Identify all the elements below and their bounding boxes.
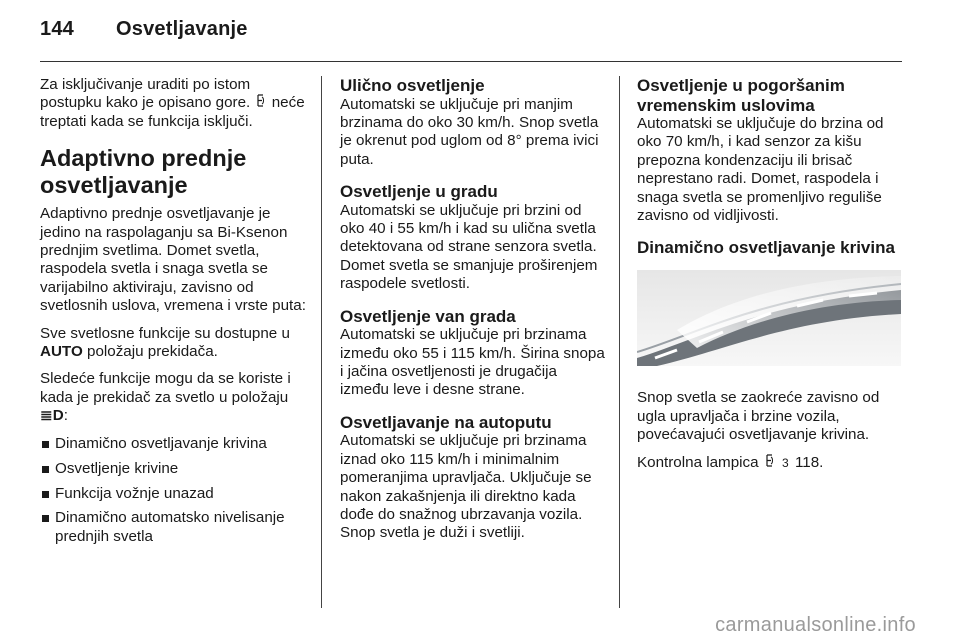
page-header <box>40 18 248 41</box>
low-beam-symbol: ≣D <box>40 407 64 425</box>
adaptive-paragraph-1: Adaptivno prednje osvetljavanje je jedino na raspolaganju sa Bi-Ksenon prednjim svetlima. Domet svetla, raspodela svetla i snaga svetla se varijabilno aktiviraju, zavisno od svetlosnih uslova, vremena i vrste puta: <box>40 205 306 315</box>
page-reference-arrow-icon: 3 <box>782 455 789 470</box>
list-item: Osvetljenje krivine <box>40 460 308 478</box>
section-title-country: Osvetljenje van grada <box>340 306 516 326</box>
curve-road-illustration <box>637 270 901 366</box>
indicator-text: Kontrolna lampica <box>637 453 759 471</box>
section-title-adaptive: Adaptivno prednje osvetljavanje <box>40 145 247 199</box>
intro-text: Za isključivanje uraditi po istom postupku kako je opisano gore. <box>40 76 251 112</box>
list-item: Funkcija vožnje unazad <box>40 485 308 503</box>
intro-text-cont: neće treptati kada se funkcija isključi. <box>40 94 305 130</box>
section-title-motorway: Osvetljavanje na autoputu <box>340 412 552 432</box>
section-title-city: Osvetljenje u gradu <box>340 182 498 202</box>
column-divider-1 <box>321 76 322 608</box>
column-1 <box>40 76 308 553</box>
watermark: carmanualsonline.info <box>715 614 916 636</box>
page-reference-link[interactable]: 118. <box>794 453 824 471</box>
auto-label: AUTO <box>40 343 83 361</box>
adaptive-paragraph-2 <box>40 325 308 362</box>
list-item: Dinamično automatsko nivelisanje prednjih svetla <box>40 509 308 546</box>
page-number: 144 <box>40 18 74 40</box>
intro-paragraph <box>40 76 308 131</box>
list-item: Dinamično osvetljavanje krivina <box>40 435 308 453</box>
p3-colon: : <box>63 407 68 425</box>
bad-weather-text: Automatski se uključuje do brzina od oko 70 km/h, i kad senzor za kišu prepozna kondenzaciju ili brisač neprestano radi. Domet, raspodela i snaga svetla se promenljivo reguliše zavisno od vidljivosti. <box>637 115 884 225</box>
headlight-beam-icon <box>256 94 265 107</box>
city-text: Automatski se uključuje pri brzini od oko 40 i 55 km/h i kad su ulična svetla detektovana od strane senzora svetla. Domet svetla se smanjuje proširenjem raspodele svetlosti. <box>340 201 598 293</box>
adaptive-paragraph-3 <box>40 370 308 425</box>
street-text: Automatski se uključuje pri manjim brzinama do oko 30 km/h. Snop svetla je okrenut pod uglom od 8° prema ivici puta. <box>340 95 599 168</box>
p3-text: Sledeće funkcije mogu da se koriste i kada je prekidač za svetlo u položaju <box>40 370 291 406</box>
section-title-bad-weather: Osvetljenje u pogoršanim vremenskim uslovima <box>637 76 845 115</box>
function-list <box>40 435 308 547</box>
motorway-text: Automatski se uključuje pri brzinama iznad oko 115 km/h i minimalnim pomeranjima upravljača. Uključuje se nakon zakašnjenja ili direktno kada dođe do snažnog ubrzavanja vozila. Snop svetla je duži i svetliji. <box>340 432 592 542</box>
p2-text: Sve svetlosne funkcije su dostupne u <box>40 324 290 342</box>
header-rule <box>40 61 902 62</box>
p2-text-cont: položaju prekidača. <box>87 343 218 361</box>
dynamic-curve-text: Snop svetla se zaokreće zavisno od ugla upravljača i brzine vozila, povećavajući osvetljavanje krivina. <box>637 389 880 444</box>
column-3 <box>637 76 905 481</box>
section-title-street: Ulično osvetljenje <box>340 76 485 95</box>
country-text: Automatski se uključuje pri brzinama između oko 55 i 115 km/h. Širina snopa i jačina osvetljenosti je drugačija između leve i desne strane. <box>340 326 605 399</box>
column-divider-2 <box>619 76 620 608</box>
indicator-reference <box>637 454 905 472</box>
curve-lighting-illustration <box>637 270 905 371</box>
column-2 <box>340 76 608 552</box>
section-title-dynamic-curve: Dinamično osvetljavanje krivina <box>637 238 895 258</box>
headlight-beam-icon <box>765 454 774 467</box>
page-title: Osvetljavanje <box>116 18 248 40</box>
